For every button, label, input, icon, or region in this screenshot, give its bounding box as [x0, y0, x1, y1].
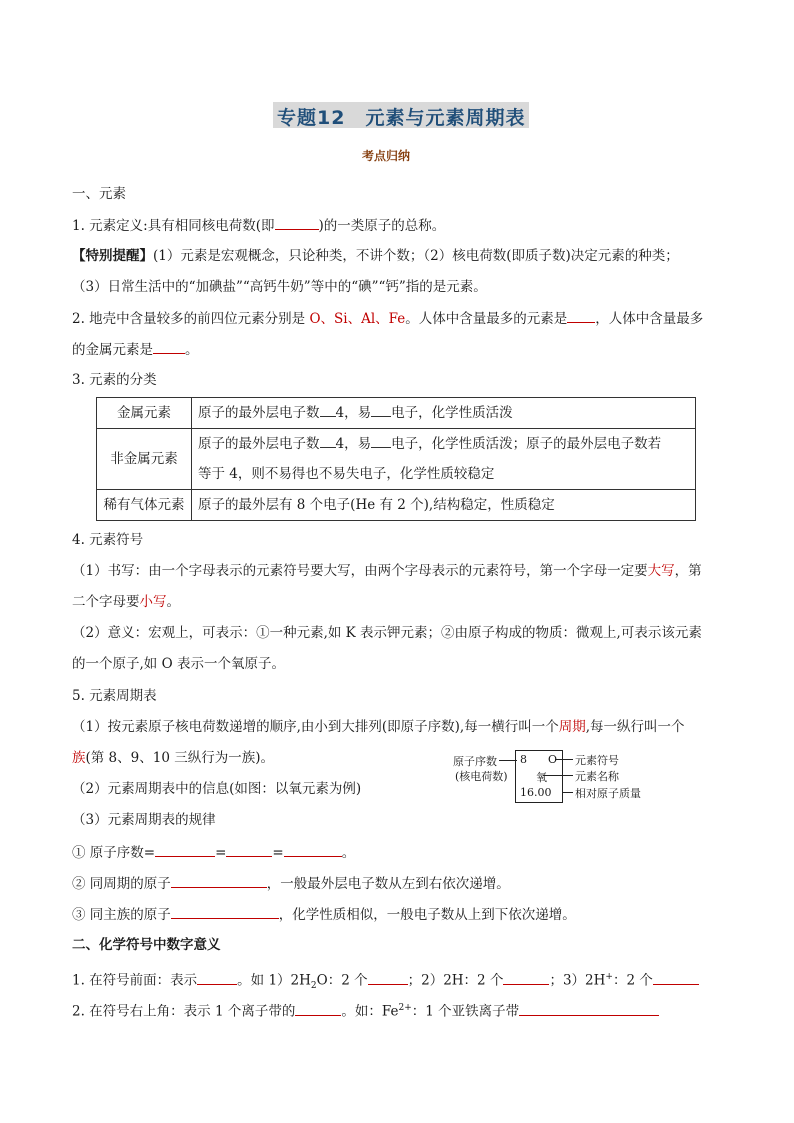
table-cell-type: 非金属元素 [97, 429, 192, 490]
blank [153, 339, 185, 354]
table-row [97, 429, 696, 490]
symbol-writing: （1）书写：由一个字母表示的元素符号要大写，由两个字母表示的元素符号，第一个字母一定要大写，第 [72, 563, 702, 579]
page-title: 专题12 元素与元素周期表 [277, 107, 526, 129]
table-cell-type: 稀有气体元素 [97, 490, 192, 521]
rule-3: ③ 同主族的原子 ，化学性质相似，一般电子数从上到下依次递增。 [72, 904, 576, 925]
table-cell-desc: 原子的最外层电子数 4，易 电子，化学性质活泼 [192, 398, 696, 429]
section-heading-symbols: 二、化学符号中数字意义 [72, 937, 221, 953]
label-atomic-mass: 相对原子质量 [575, 787, 641, 800]
cell-symbol: O [548, 753, 558, 766]
page-subtitle: 考点归纳 [362, 149, 411, 163]
label-nuclear-charge: (核电荷数) [455, 770, 508, 783]
cell-number: 8 [520, 753, 527, 766]
periodic-table-3: （3）元素周期表的规律 [72, 812, 216, 828]
table-row [97, 490, 696, 521]
label-atomic-number: 原子序数 [453, 755, 497, 768]
table-cell-desc: 原子的最外层电子数 4，易 电子，化学性质活泼；原子的最外层电子数若 等于 4，则不易得也不易失电子，化学性质较稳定 [192, 429, 696, 490]
upper-right-meaning: 2. 在符号右上角：表示 1 个离子带的 。如：$Fe^{2+}$：1 个亚铁离子带 [72, 998, 659, 1022]
cell-mass: 16.00 [520, 786, 552, 799]
oxygen-cell-figure [453, 750, 673, 802]
element-definition: 1. 元素定义:具有相同核电荷数(即 )的一类原子的总称。 [72, 215, 445, 236]
rule-2: ② 同周期的原子 ，一般最外层电子数从左到右依次递增。 [72, 873, 510, 894]
element-cell [515, 750, 563, 803]
classification-heading: 3. 元素的分类 [72, 372, 157, 388]
symbol-meaning: （2）意义：宏观上，可表示：①一种元素,如 K 表示钾元素；②由原子构成的物质：微观上,可表示该元素 [72, 625, 702, 641]
special-tip: 【特别提醒】(1）元素是宏观概念，只论种类，不讲个数；（2）核电荷数(即质子数)决定元素的种类； [72, 248, 679, 264]
table-row [97, 398, 696, 429]
symbol-meaning-line2: 的一个原子,如 O 表示一个氧原子。 [72, 656, 285, 672]
label-element-name: 元素名称 [575, 770, 619, 783]
symbol-heading: 4. 元素符号 [72, 532, 144, 548]
section-heading-elements: 一、元素 [72, 186, 126, 202]
special-tip-3: （3）日常生活中的“加碘盐”“高钙牛奶”等中的“碘”“钙”指的是元素。 [72, 279, 487, 295]
arrow-line [543, 775, 573, 776]
table-cell-desc: 原子的最外层有 8 个电子(He 有 2 个),结构稳定，性质稳定 [192, 490, 696, 521]
classification-table [96, 397, 696, 521]
blank [275, 215, 319, 230]
arrow-line [562, 792, 573, 793]
arrow-line [555, 759, 573, 760]
periodic-table-heading: 5. 元素周期表 [72, 688, 157, 704]
cell-name: 氧 [536, 771, 547, 784]
periodic-table-1: （1）按元素原子核电荷数递增的顺序,由小到大排列(即原子序数),每一横行叫一个周期,每一纵行叫一个 [72, 719, 685, 735]
periodic-table-1-line2: 族(第 8、9、10 三纵行为一族)。 [72, 750, 274, 766]
symbol-writing-line2: 二个字母要小写。 [72, 594, 180, 610]
crust-elements-line2: 的金属元素是 。 [72, 339, 199, 360]
table-cell-type: 金属元素 [97, 398, 192, 429]
blank [567, 308, 595, 323]
crust-elements: 2. 地壳中含量较多的前四位元素分别是 O、Si、Al、Fe。人体中含量最多的元素是 ，人体中含量最多 [72, 308, 703, 329]
periodic-table-2: （2）元素周期表中的信息(如图：以氧元素为例) [72, 781, 362, 797]
front-number-meaning: 1. 在符号前面：表示 。如 $1)2H_2O$：2 个 ；2）2H：2 个 ；3）2H+：2 个 [72, 967, 699, 996]
rule-1: ① 原子序数= = = 。 [72, 842, 355, 863]
label-element-symbol: 元素符号 [575, 754, 619, 767]
